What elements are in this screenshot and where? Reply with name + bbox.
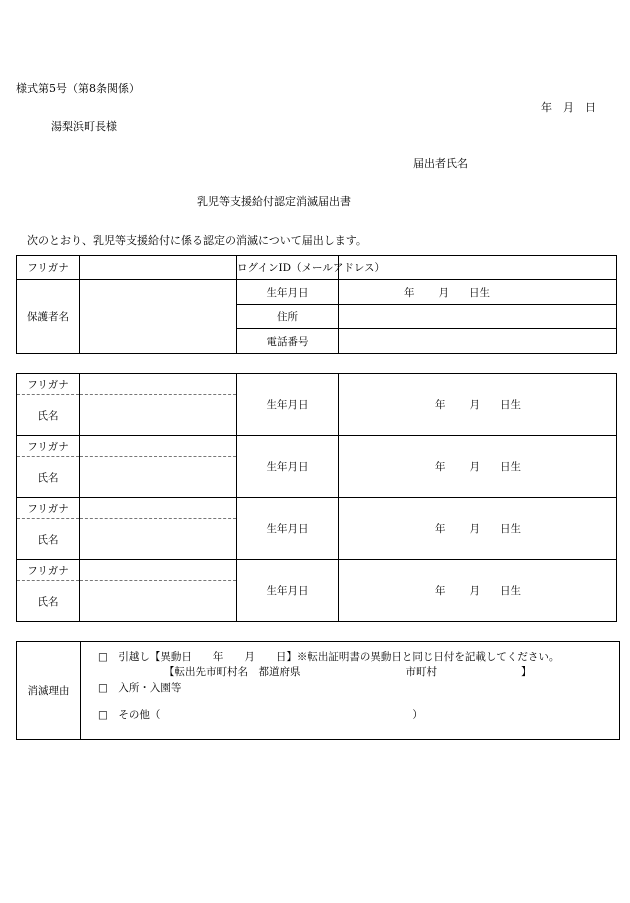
child-birth-year: 年	[435, 523, 446, 535]
guardian-birth-day: 日生	[469, 286, 490, 299]
child-name-input[interactable]	[80, 457, 237, 498]
guardian-birth-year: 年	[404, 286, 415, 299]
guardian-birth-month: 月	[438, 286, 449, 299]
child-birth-month: 月	[469, 461, 480, 473]
reason-admission-option[interactable]: □ 入所・入園等	[98, 682, 182, 694]
page-title: 乳児等支援給付認定消滅届出書	[197, 195, 351, 208]
child-birth-day: 日生	[500, 585, 521, 597]
child-birth-input[interactable]	[339, 498, 617, 560]
child-name-input[interactable]	[80, 395, 237, 436]
child-birth-month: 月	[469, 523, 480, 535]
guardian-furigana-label: フリガナ	[17, 256, 80, 280]
child-birth-year: 年	[435, 461, 446, 473]
children-table	[16, 373, 617, 622]
child-furigana-label: フリガナ	[17, 560, 80, 581]
child-furigana-input[interactable]	[80, 498, 237, 519]
child-birth-year: 年	[435, 585, 446, 597]
form-number: 様式第5号（第8条関係）	[16, 82, 140, 95]
guardian-birth-label: 生年月日	[237, 280, 339, 305]
child-furigana-label: フリガナ	[17, 374, 80, 395]
child-name-label: 氏名	[17, 457, 80, 498]
guardian-address-label: 住所	[237, 305, 339, 329]
guardian-phone-label: 電話番号	[237, 329, 339, 354]
guardian-name-label: 保護者名	[17, 280, 80, 354]
child-name-input[interactable]	[80, 519, 237, 560]
guardian-table	[16, 255, 617, 354]
child-birth-label: 生年月日	[237, 436, 339, 498]
reason-label: 消滅理由	[17, 642, 81, 739]
date-field: 年 月 日	[541, 101, 596, 114]
applicant-name-label: 届出者氏名	[413, 157, 468, 170]
child-birth-input[interactable]	[339, 374, 617, 436]
child-birth-month: 月	[469, 399, 480, 411]
intro-text: 次のとおり、乳児等支援給付に係る認定の消滅について届出します。	[27, 234, 367, 247]
child-birth-label: 生年月日	[237, 374, 339, 436]
reason-moving-option[interactable]: □ 引越し【異動日 年 月 日】※転出証明書の異動日と同じ日付を記載してください。	[98, 651, 560, 663]
guardian-furigana-input[interactable]	[80, 256, 237, 280]
child-birth-input[interactable]	[339, 436, 617, 498]
child-name-label: 氏名	[17, 581, 80, 622]
child-birth-day: 日生	[500, 523, 521, 535]
child-birth-day: 日生	[500, 399, 521, 411]
reason-other-option[interactable]: □ その他（ ）	[98, 709, 423, 721]
child-furigana-label: フリガナ	[17, 498, 80, 519]
child-birth-day: 日生	[500, 461, 521, 473]
child-name-label: 氏名	[17, 519, 80, 560]
child-name-input[interactable]	[80, 581, 237, 622]
guardian-birth-input[interactable]	[339, 280, 617, 305]
reason-destination: 【転出先市町村名 都道府県 市町村 】	[164, 666, 532, 678]
child-name-label: 氏名	[17, 395, 80, 436]
child-birth-input[interactable]	[339, 560, 617, 622]
child-furigana-input[interactable]	[80, 374, 237, 395]
guardian-name-input[interactable]	[80, 280, 237, 354]
reason-box	[16, 641, 620, 740]
login-id-label: ログインID（メールアドレス）	[237, 256, 339, 280]
child-furigana-label: フリガナ	[17, 436, 80, 457]
guardian-address-input[interactable]	[339, 305, 617, 329]
addressee: 湯梨浜町長様	[51, 120, 117, 133]
child-birth-label: 生年月日	[237, 560, 339, 622]
child-birth-label: 生年月日	[237, 498, 339, 560]
child-birth-year: 年	[435, 399, 446, 411]
child-furigana-input[interactable]	[80, 560, 237, 581]
child-furigana-input[interactable]	[80, 436, 237, 457]
guardian-phone-input[interactable]	[339, 329, 617, 354]
child-birth-month: 月	[469, 585, 480, 597]
